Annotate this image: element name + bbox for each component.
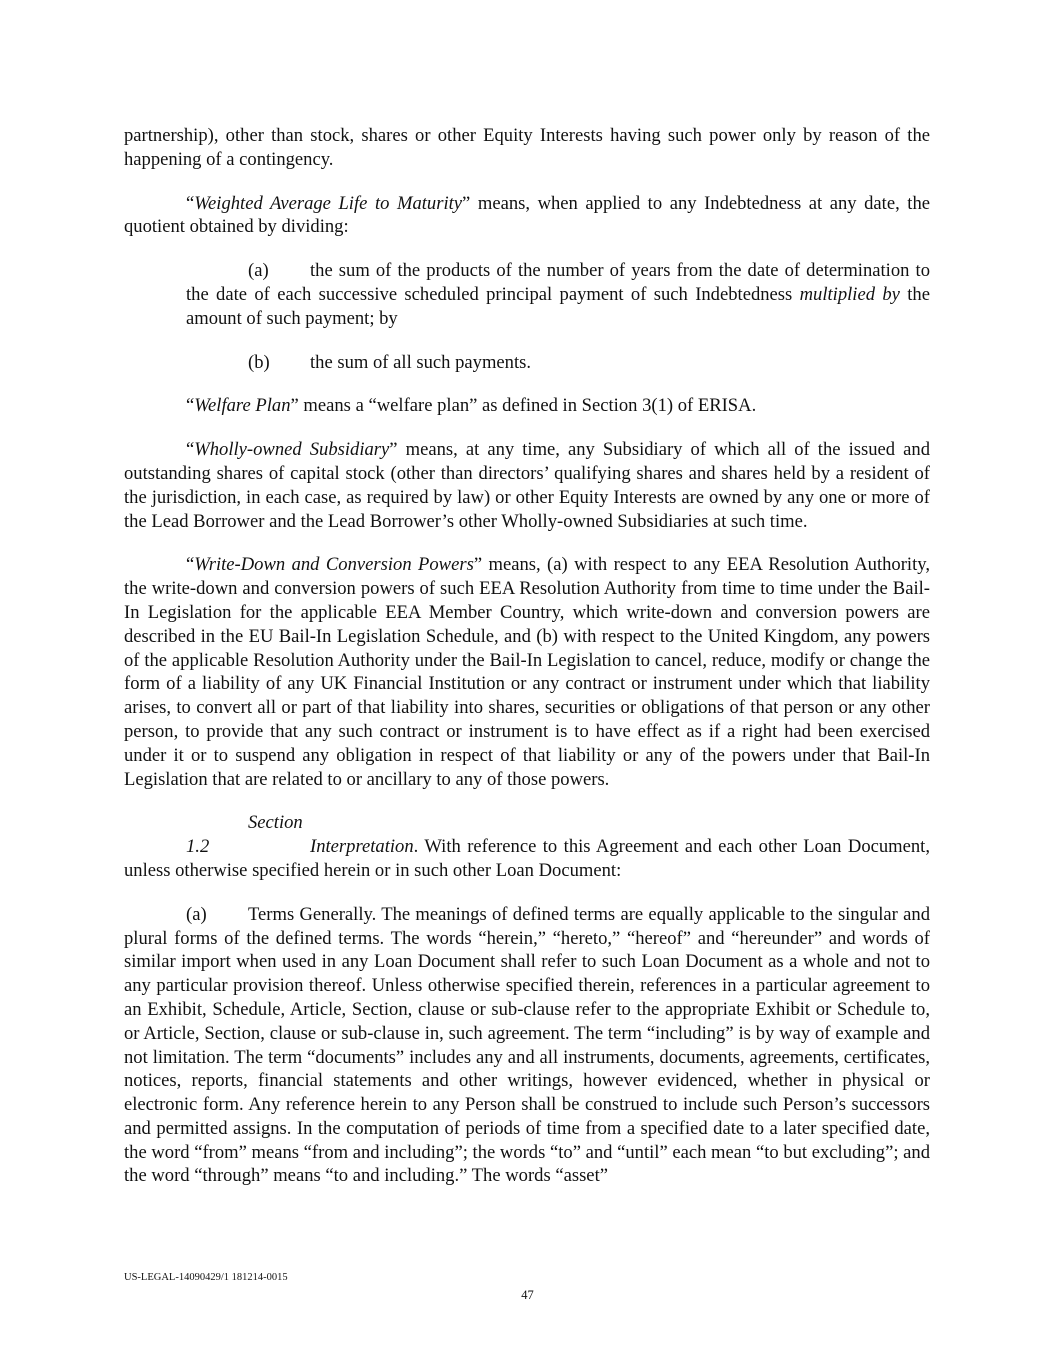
definition-welfare-plan: “Welfare Plan” means a “welfare plan” as defined in Section 3(1) of ERISA. [186, 395, 757, 417]
definition-write-down-powers: “Write-Down and Conversion Powers” means, (a) with respect to any EEA Resolution Authority, the write-down and conversion powers of such EEA Resolution Authority from time to time under the Bail-In Legislation for the applicable EEA Member Country, which write-down and conversion powers are described in the EU Bail-In Legislation Schedule, and (b) with respect to the United Kingdom, any powers of the applicable Resolution Authority under the Bail-In Legislation to cancel, reduce, modify or change the form of a liability of any UK Financial Institution or any contract or instrument under which that liability arises, to convert all or part of that liability into shares, securities or obligations of that person or any other person, to provide that any such contract or instrument is to have effect as if a right had been exercised under it or to suspend any obligation in respect of that liability or any of the powers under that Bail-In Legislation that are related to or ancillary to any of those powers. [124, 554, 930, 790]
clause-text-end: the amount of such payment; by [186, 283, 930, 329]
section-number: Section 1.2 [186, 812, 303, 858]
definition-weighted-average-life: “Weighted Average Life to Maturity” means, when applied to any Indebtedness at any date, the quotient obtained by dividing: [124, 192, 930, 238]
clause-b-payments [186, 351, 930, 375]
definition-text: means a “welfare plan” as defined in Section 3(1) of ERISA. [298, 395, 757, 417]
definition-wholly-owned-subsidiary: “Wholly-owned Subsidiary” means, at any time, any Subsidiary of which all of the issued and outstanding shares of capital stock (other than directors’ qualifying shares and shares held by a resident of the jurisdiction, in each case, as required by law) or other Equity Interests are owned by any one or more of the Lead Borrower and the Lead Borrower’s other Wholly-owned Subsidiaries at such time. [124, 439, 930, 532]
document-page [124, 124, 930, 1188]
clause-terms-generally [124, 903, 930, 1189]
section-title: Interpretation [310, 836, 414, 858]
clause-a-products [186, 259, 930, 330]
clause-label: (a) [186, 903, 207, 925]
defined-term: Weighted Average Life to Maturity [194, 192, 463, 214]
definition-text: means, when applied to any Indebtedness at any date, the quotient obtained by dividing: [124, 192, 930, 238]
definition-text: means, (a) with respect to any EEA Resolution Authority, the write-down and conversion powers of such EEA Resolution Authority from time to time under the Bail-In Legislation for the applicable EEA Member Country, which write-down and conversion powers are described in the EU Bail-In Legislation Schedule, and (b) with respect to the United Kingdom, any powers of the applicable Resolution Authority under the Bail-In Legislation to cancel, reduce, modify or change the form of a liability of any UK Financial Institution or any contract or instrument under which that liability arises, to convert all or part of that liability into shares, securities or obligations of that person or any other person, to provide that any such contract or instrument is to have effect as if a right had been exercised under it or to suspend any obligation in respect of that liability or any of the powers under that Bail-In Legislation that are related to or ancillary to any of those powers. [124, 554, 930, 790]
clause-text: Terms Generally. The meanings of defined terms are equally applicable to the singular and plural forms of the defined terms. The words “herein,” “hereto,” “hereof” and “hereunder” and words of similar import when used in any Loan Document shall refer to such Loan Document as a whole and not to any particular provision thereof. Unless otherwise specified therein, references in a particular agreement to an Exhibit, Schedule, Article, Section, clause or sub-clause refer to the appropriate Exhibit or Schedule to, or Article, Section, clause or sub-clause in, such agreement. The term “including” is by way of example and not limitation. The term “documents” includes any and all instruments, documents, agreements, certificates, notices, reports, financial statements and other writings, however evidenced, whether in physical or electronic form. Any reference herein to any Person shall be construed to include such Person’s successors and permitted assigns. In the computation of periods of time from a specified date to a later specified date, the word “from” means “from and including”; the words “to” and “until” each mean “to but excluding”; and the word “through” means “to and including.” The words “asset” [124, 903, 930, 1187]
defined-term: Wholly-owned Subsidiary [194, 439, 390, 461]
clause-text: the sum of all such payments. [310, 351, 532, 373]
document-id-footer: US-LEGAL-14090429/1 181214-0015 [124, 1272, 288, 1283]
defined-term: Welfare Plan [194, 395, 291, 417]
paragraph-continuation: partnership), other than stock, shares or other Equity Interests having such power only by reason of the happening of a contingency. [124, 125, 930, 170]
clause-label: (a) [248, 260, 269, 282]
definition-text: means, at any time, any Subsidiary of which all of the issued and outstanding shares of capital stock (other than directors’ qualifying shares and shares held by a resident of the jurisdiction, in each case, as required by law) or other Equity Interests are owned by any one or more of the Lead Borrower and the Lead Borrower’s other Wholly-owned Subsidiaries at such time. [124, 439, 930, 532]
page-number: 47 [521, 1288, 534, 1302]
clause-text: the sum of the products of the number of years from the date of determination to the date of each successive scheduled principal payment of such Indebtedness [186, 260, 930, 305]
section-text: . With reference to this Agreement and each other Loan Document, unless otherwise specified herein or in such other Loan Document: [124, 836, 930, 881]
defined-term: Write-Down and Conversion Powers [194, 554, 474, 576]
clause-italic-text: multiplied by [799, 283, 900, 305]
section-interpretation [124, 811, 930, 882]
clause-label: (b) [248, 351, 270, 373]
